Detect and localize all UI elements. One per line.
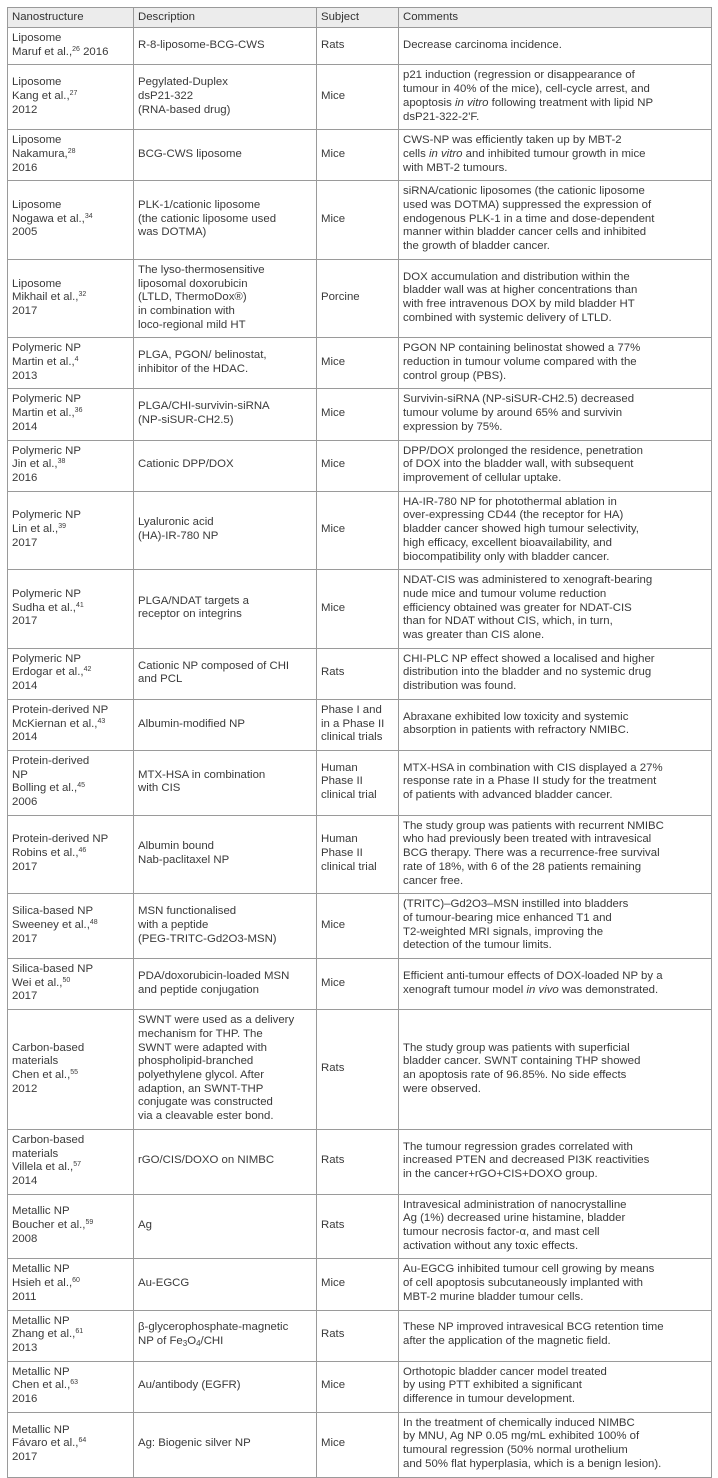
- cell-description: [134, 130, 317, 181]
- reference-number: 32: [78, 291, 87, 299]
- cell-text: Survivin-siRNA (NP-siSUR-CH2.5) decreased tumour volume by around 65% and survivin expression by 75%.: [403, 393, 635, 433]
- cell-comments: [399, 440, 712, 491]
- cell-text: 2016: [12, 161, 38, 174]
- cell-subject: [317, 699, 399, 750]
- table-row: [8, 181, 712, 260]
- cell-description: [134, 1259, 317, 1310]
- cell-nanostructure: [8, 815, 134, 894]
- header-description: Description: [134, 8, 317, 28]
- reference-number: 39: [58, 523, 67, 531]
- table-row: [8, 648, 712, 699]
- cell-text: BCG-CWS liposome: [138, 147, 242, 160]
- reference-number: 46: [78, 847, 87, 855]
- table-row: [8, 894, 712, 959]
- reference-number: 61: [75, 1328, 84, 1336]
- cell-text: Metallic NP Chen et al.,: [12, 1365, 71, 1392]
- cell-text: Porcine: [321, 291, 360, 304]
- cell-text: in vitro: [454, 96, 489, 109]
- cell-comments: [399, 894, 712, 959]
- table-row: [8, 130, 712, 181]
- cell-text: MSN functionalised with a peptide (PEG-TRITC-Gd2O3-MSN): [138, 905, 277, 945]
- reference-number: 64: [78, 1437, 87, 1445]
- table-row: [8, 959, 712, 1010]
- cell-subject: [317, 648, 399, 699]
- cell-comments: [399, 28, 712, 65]
- cell-text: Ag: [138, 1219, 152, 1232]
- cell-text: Protein-derived NP Robins et al.,: [12, 833, 109, 860]
- reference-number: 42: [83, 666, 92, 674]
- cell-text: 2017: [12, 536, 38, 549]
- cell-text: Carbon-based materials Villela et al.,: [12, 1133, 85, 1174]
- cell-nanostructure: [8, 259, 134, 338]
- cell-comments: [399, 1361, 712, 1412]
- reference-number: 41: [75, 601, 84, 609]
- cell-text: NDAT-CIS was administered to xenograft-bearing nude mice and tumour volume reduction efficiency obtained was greater for NDAT-CIS than for NDAT without CIS, which, in turn, was greater than CIS alone.: [403, 574, 653, 642]
- cell-text: Mice: [321, 356, 346, 369]
- reference-number: 45: [77, 782, 86, 790]
- cell-nanostructure: [8, 1361, 134, 1412]
- table-row: [8, 1412, 712, 1477]
- cell-subject: [317, 1310, 399, 1361]
- cell-description: [134, 750, 317, 815]
- cell-subject: [317, 815, 399, 894]
- reference-number: 26: [72, 45, 80, 53]
- cell-description: [134, 28, 317, 65]
- cell-nanostructure: [8, 570, 134, 649]
- cell-comments: [399, 815, 712, 894]
- cell-text: Mice: [321, 523, 346, 536]
- cell-subject: [317, 1412, 399, 1477]
- cell-text: Metallic NP Hsieh et al.,: [12, 1263, 73, 1290]
- cell-comments: [399, 699, 712, 750]
- cell-subject: [317, 750, 399, 815]
- reference-number: 28: [67, 147, 76, 155]
- cell-description: [134, 699, 317, 750]
- cell-nanostructure: [8, 1259, 134, 1310]
- cell-subject: [317, 491, 399, 570]
- cell-text: R-8-liposome-BCG-CWS: [138, 38, 265, 51]
- cell-subject: [317, 570, 399, 649]
- cell-text: Mice: [321, 1379, 346, 1392]
- subscript: 3: [182, 1339, 188, 1349]
- cell-description: [134, 259, 317, 338]
- cell-comments: [399, 1412, 712, 1477]
- cell-text: Pegylated-Duplex dsP21-322 (RNA-based drug): [138, 76, 231, 116]
- cell-text: Polymeric NP Martin et al.,: [12, 393, 81, 420]
- cell-subject: [317, 65, 399, 130]
- cell-text: PGON NP containing belinostat showed a 77% reduction in tumour volume compared with the control group (PBS).: [403, 342, 641, 382]
- reference-number: 55: [70, 1069, 79, 1076]
- cell-text: Au-EGCG inhibited tumour cell growing by means of cell apoptosis subcutaneously implanted with MBT-2 murine bladder tumour cells.: [403, 1263, 655, 1303]
- table-row: [8, 1010, 712, 1130]
- cell-comments: [399, 959, 712, 1010]
- cell-comments: [399, 389, 712, 440]
- cell-text: /CHI: [200, 1335, 224, 1348]
- cell-text: Polymeric NP Lin et al.,: [12, 509, 81, 536]
- cell-text: Polymeric NP Sudha et al.,: [12, 587, 81, 614]
- cell-text: MTX-HSA in combination with CIS: [138, 768, 266, 795]
- header-nanostructure: Nanostructure: [8, 8, 134, 28]
- cell-nanostructure: [8, 1412, 134, 1477]
- cell-text: Albumin bound Nab-paclitaxel NP: [138, 840, 230, 866]
- cell-text: 2014: [12, 680, 38, 693]
- cell-text: Au-EGCG: [138, 1277, 190, 1290]
- cell-description: [134, 389, 317, 440]
- cell-comments: [399, 1194, 712, 1259]
- cell-description: [134, 959, 317, 1010]
- cell-nanostructure: [8, 338, 134, 389]
- subscript: 4: [196, 1339, 201, 1349]
- cell-text: Ag: Biogenic silver NP: [138, 1437, 251, 1450]
- cell-comments: [399, 1259, 712, 1310]
- table-row: [8, 699, 712, 750]
- cell-text: Phase I and in a Phase II clinical trials: [321, 703, 385, 744]
- reference-number: 60: [72, 1277, 80, 1285]
- reference-number: 57: [73, 1161, 82, 1169]
- cell-text: 2017: [12, 860, 38, 873]
- cell-text: The tumour regression grades correlated with increased PTEN and decreased PI3K reactivities in the cancer+rGO+CIS+DOXO group.: [403, 1140, 650, 1181]
- cell-text: Silica-based NP Wei et al.,: [12, 963, 94, 989]
- cell-comments: [399, 1129, 712, 1194]
- table-row: [8, 389, 712, 440]
- cell-text: The lyso-thermosensitive liposomal doxorubicin (LTLD, ThermoDox®) in combination with loco-regional mild HT: [138, 263, 265, 331]
- cell-text: Mice: [321, 601, 346, 614]
- cell-text: siRNA/cationic liposomes (the cationic liposome used was DOTMA) suppressed the expression of endogenous PLK-1 in a time and dose-dependent manner within bladder cancer cells and inhibited the growth of bladder cancer.: [403, 185, 655, 253]
- table-row: [8, 28, 712, 65]
- cell-nanostructure: [8, 1129, 134, 1194]
- cell-text: O: [187, 1335, 197, 1348]
- table-row: [8, 440, 712, 491]
- cell-subject: [317, 894, 399, 959]
- cell-text: Rats: [321, 1328, 345, 1341]
- cell-text: Mice: [321, 407, 346, 420]
- cell-text: Liposome Kang et al.,: [12, 76, 70, 102]
- cell-nanostructure: [8, 959, 134, 1010]
- cell-text: Metallic NP Boucher et al.,: [12, 1205, 86, 1232]
- cell-text: The study group was patients with superficial bladder cancer. SWNT containing THP showed an apoptosis rate of 96.85%. No side effects were observed.: [403, 1041, 641, 1095]
- table-row: [8, 259, 712, 338]
- cell-text: Decrease carcinoma incidence.: [403, 38, 562, 51]
- cell-description: [134, 1129, 317, 1194]
- cell-comments: [399, 570, 712, 649]
- cell-text: Mice: [321, 212, 346, 225]
- cell-comments: [399, 648, 712, 699]
- cell-text: SWNT were used as a delivery mechanism for THP. The SWNT were adapted with phospholipid-branched polyethylene glycol. After adaption, an SWNT-THP conjugate was constructed via a cleavable ester bond.: [138, 1014, 295, 1123]
- header-row: [8, 8, 712, 28]
- cell-comments: [399, 1310, 712, 1361]
- cell-text: 2008: [12, 1232, 38, 1245]
- cell-text: Liposome Nogawa et al.,: [12, 199, 85, 225]
- cell-text: Mice: [321, 1277, 346, 1290]
- cell-text: 2011: [12, 1290, 37, 1303]
- reference-number: 48: [89, 918, 98, 926]
- cell-text: 2016: [12, 1393, 38, 1406]
- cell-description: [134, 1361, 317, 1412]
- cell-text: 2017: [12, 1451, 38, 1464]
- cell-description: [134, 815, 317, 894]
- cell-text: Au/antibody (EGFR): [138, 1379, 241, 1392]
- cell-text: PLGA, PGON/ belinostat, inhibitor of the HDAC.: [138, 349, 267, 375]
- cell-text: Liposome Nakamura,: [12, 134, 68, 160]
- cell-text: Albumin-modified NP: [138, 717, 245, 730]
- reference-number: 63: [70, 1379, 79, 1387]
- cell-text: Protein-derived NP McKiernan et al.,: [12, 703, 109, 730]
- cell-text: 2013: [12, 1341, 38, 1354]
- header-comments: Comments: [399, 8, 712, 28]
- cell-subject: [317, 959, 399, 1010]
- cell-text: and inhibited tumour growth in mice with MBT-2 tumours.: [403, 147, 646, 174]
- cell-nanostructure: [8, 491, 134, 570]
- cell-subject: [317, 28, 399, 65]
- cell-description: [134, 894, 317, 959]
- cell-text: 2005: [12, 226, 38, 239]
- cell-text: DPP/DOX prolonged the residence, penetration of DOX into the bladder wall, with subsequent improvement of cellular uptake.: [403, 444, 643, 484]
- cell-text: Mice: [321, 89, 346, 102]
- table-row: [8, 338, 712, 389]
- reference-number: 59: [85, 1219, 94, 1227]
- cell-nanostructure: [8, 1010, 134, 1130]
- cell-text: 2017: [12, 932, 38, 945]
- table-row: [8, 1310, 712, 1361]
- cell-nanostructure: [8, 1310, 134, 1361]
- cell-text: 2016: [12, 471, 38, 484]
- cell-subject: [317, 440, 399, 491]
- cell-nanostructure: [8, 28, 134, 65]
- table-row: [8, 1194, 712, 1259]
- cell-text: in vitro: [428, 147, 463, 160]
- cell-text: β-glycerophosphate-magnetic NP of Fe: [138, 1321, 289, 1348]
- cell-text: Metallic NP Zhang et al.,: [12, 1314, 76, 1341]
- cell-comments: [399, 130, 712, 181]
- cell-description: [134, 440, 317, 491]
- cell-text: Rats: [321, 1154, 345, 1167]
- reference-number: 36: [74, 407, 83, 415]
- cell-text: HA-IR-780 NP for photothermal ablation in over-expressing CD44 (the receptor for HA) bladder cancer showed high tumour selectivity, high efficacy, excellent bioavailability, and biocompatibility only with bladder cancer.: [403, 495, 639, 563]
- cell-text: Efficient anti-tumour effects of DOX-loaded NP by a xenograft tumour model: [403, 969, 663, 996]
- cell-subject: [317, 1259, 399, 1310]
- reference-number: 34: [84, 212, 93, 220]
- cell-text: Mice: [321, 458, 346, 471]
- cell-text: Abraxane exhibited low toxicity and systemic absorption in patients with refractory NMIBC.: [403, 710, 630, 737]
- cell-text: PLGA/NDAT targets a receptor on integrins: [138, 594, 249, 621]
- reference-number: 4: [74, 356, 79, 364]
- table-body: [8, 28, 712, 1478]
- cell-text: 2012: [12, 103, 38, 116]
- cell-text: Human Phase II clinical trial: [321, 761, 377, 802]
- cell-description: [134, 648, 317, 699]
- table-row: [8, 65, 712, 130]
- cell-comments: [399, 181, 712, 260]
- cell-comments: [399, 65, 712, 130]
- cell-nanostructure: [8, 130, 134, 181]
- cell-text: 2017: [12, 615, 38, 628]
- cell-text: Human Phase II clinical trial: [321, 833, 377, 873]
- cell-text: Cationic NP composed of CHI and PCL: [138, 659, 290, 686]
- cell-description: [134, 1412, 317, 1477]
- cell-text: Carbon-based materials Chen et al.,: [12, 1041, 85, 1081]
- table-row: [8, 1129, 712, 1194]
- cell-text: Orthotopic bladder cancer model treated by using PTT exhibited a significant difference in tumour development.: [403, 1365, 607, 1406]
- cell-description: [134, 181, 317, 260]
- cell-text: CWS-NP was efficiently taken up by MBT-2 cells: [403, 134, 622, 160]
- cell-subject: [317, 181, 399, 260]
- cell-text: following treatment with lipid NP dsP21-322-2'F.: [403, 96, 654, 123]
- cell-nanostructure: [8, 894, 134, 959]
- cell-comments: [399, 259, 712, 338]
- cell-nanostructure: [8, 750, 134, 815]
- cell-text: The study group was patients with recurrent NMIBC who had previously been treated with intravesical BCG therapy. There was a recurrence-free survival rate of 18%, with 6 of the 28 patients remaining cancer free.: [403, 819, 664, 887]
- cell-text: Polymeric NP Martin et al.,: [12, 342, 81, 369]
- table-row: [8, 570, 712, 649]
- cell-nanostructure: [8, 65, 134, 130]
- table-row: [8, 1259, 712, 1310]
- cell-text: was demonstrated.: [558, 983, 659, 996]
- cell-subject: [317, 1194, 399, 1259]
- cell-text: Metallic NP Fávaro et al.,: [12, 1423, 79, 1450]
- cell-comments: [399, 338, 712, 389]
- cell-text: 2017: [12, 990, 38, 1003]
- cell-text: Polymeric NP Erdogar et al.,: [12, 652, 84, 679]
- cell-text: 2017: [12, 304, 38, 317]
- cell-description: [134, 570, 317, 649]
- cell-description: [134, 338, 317, 389]
- cell-description: [134, 491, 317, 570]
- cell-text: rGO/CIS/DOXO on NIMBC: [138, 1154, 275, 1167]
- cell-text: Mice: [321, 918, 346, 931]
- cell-description: [134, 65, 317, 130]
- nanostructure-table: [7, 7, 712, 1478]
- cell-text: 2006: [12, 796, 38, 809]
- header-subject: Subject: [317, 8, 399, 28]
- cell-text: These NP improved intravesical BCG retention time after the application of the magnetic field.: [403, 1321, 664, 1348]
- cell-text: Rats: [321, 666, 345, 679]
- cell-text: PLGA/CHI-survivin-siRNA (NP-siSUR-CH2.5): [138, 400, 270, 427]
- cell-subject: [317, 1129, 399, 1194]
- cell-subject: [317, 338, 399, 389]
- cell-nanostructure: [8, 389, 134, 440]
- cell-text: Mice: [321, 1437, 346, 1450]
- reference-number: 43: [97, 717, 106, 725]
- cell-subject: [317, 1010, 399, 1130]
- cell-subject: [317, 389, 399, 440]
- cell-text: Rats: [321, 1219, 345, 1232]
- cell-text: 2013: [12, 369, 38, 382]
- cell-text: Intravesical administration of nanocrystalline Ag (1%) decreased urine histamine, bladder tumour necrosis factor-α, and mast cell activation without any toxic effects.: [403, 1198, 627, 1252]
- cell-text: in vivo: [526, 983, 559, 996]
- cell-text: Rats: [321, 1062, 345, 1075]
- cell-subject: [317, 259, 399, 338]
- cell-text: In the treatment of chemically induced NIMBC by MNU, Ag NP 0.05 mg/mL exhibited 100% of tumoural regression (50% normal urothelium and 50% flat hyperplasia, which is a benign lesion).: [403, 1416, 662, 1470]
- cell-text: Protein-derived NP Bolling et al.,: [12, 754, 90, 795]
- cell-text: PLK-1/cationic liposome (the cationic liposome used was DOTMA): [138, 199, 277, 239]
- cell-subject: [317, 130, 399, 181]
- cell-comments: [399, 491, 712, 570]
- cell-subject: [317, 1361, 399, 1412]
- cell-text: 2012: [12, 1082, 38, 1095]
- cell-nanostructure: [8, 1194, 134, 1259]
- table-row: [8, 491, 712, 570]
- table-row: [8, 1361, 712, 1412]
- cell-description: [134, 1010, 317, 1130]
- cell-nanostructure: [8, 440, 134, 491]
- cell-text: p21 induction (regression or disappearance of tumour in 40% of the mice), cell-cycle arrest, and apoptosis: [403, 69, 650, 109]
- cell-text: Lyaluronic acid (HA)-IR-780 NP: [138, 516, 219, 542]
- cell-text: 2014: [12, 420, 38, 433]
- cell-nanostructure: [8, 648, 134, 699]
- reference-number: 27: [69, 89, 78, 97]
- cell-text: 2016: [79, 45, 109, 58]
- cell-text: Rats: [321, 38, 345, 51]
- cell-comments: [399, 750, 712, 815]
- cell-text: Mice: [321, 976, 346, 989]
- cell-text: Liposome Maruf et al.,: [12, 32, 73, 58]
- reference-number: 38: [57, 458, 66, 466]
- cell-text: MTX-HSA in combination with CIS displayed a 27% response rate in a Phase II study for the treatment of patients with advanced bladder cancer.: [403, 761, 663, 802]
- cell-description: [134, 1194, 317, 1259]
- cell-comments: [399, 1010, 712, 1130]
- cell-text: (TRITC)–Gd2O3–MSN instilled into bladders of tumour-bearing mice enhanced T1 and T2-weighted MRI signals, improving the detection of the tumour limits.: [403, 898, 629, 952]
- cell-text: 2014: [12, 731, 38, 744]
- cell-text: CHI-PLC NP effect showed a localised and higher distribution into the bladder and no systemic drug distribution was found.: [403, 652, 655, 693]
- cell-text: Mice: [321, 147, 346, 160]
- cell-text: Liposome Mikhail et al.,: [12, 277, 79, 304]
- cell-text: 2014: [12, 1174, 38, 1187]
- reference-number: 50: [62, 976, 71, 984]
- cell-text: Cationic DPP/DOX: [138, 458, 234, 471]
- cell-text: PDA/doxorubicin-loaded MSN and peptide conjugation: [138, 969, 290, 996]
- table-row: [8, 750, 712, 815]
- cell-nanostructure: [8, 699, 134, 750]
- table-row: [8, 815, 712, 894]
- cell-text: DOX accumulation and distribution within the bladder wall was at higher concentrations than with free intravenous DOX by mild bladder HT combined with systemic delivery of LTLD.: [403, 270, 638, 324]
- cell-text: Polymeric NP Jin et al.,: [12, 444, 81, 471]
- cell-text: Silica-based NP Sweeney et al.,: [12, 905, 94, 931]
- cell-description: [134, 1310, 317, 1361]
- cell-nanostructure: [8, 181, 134, 260]
